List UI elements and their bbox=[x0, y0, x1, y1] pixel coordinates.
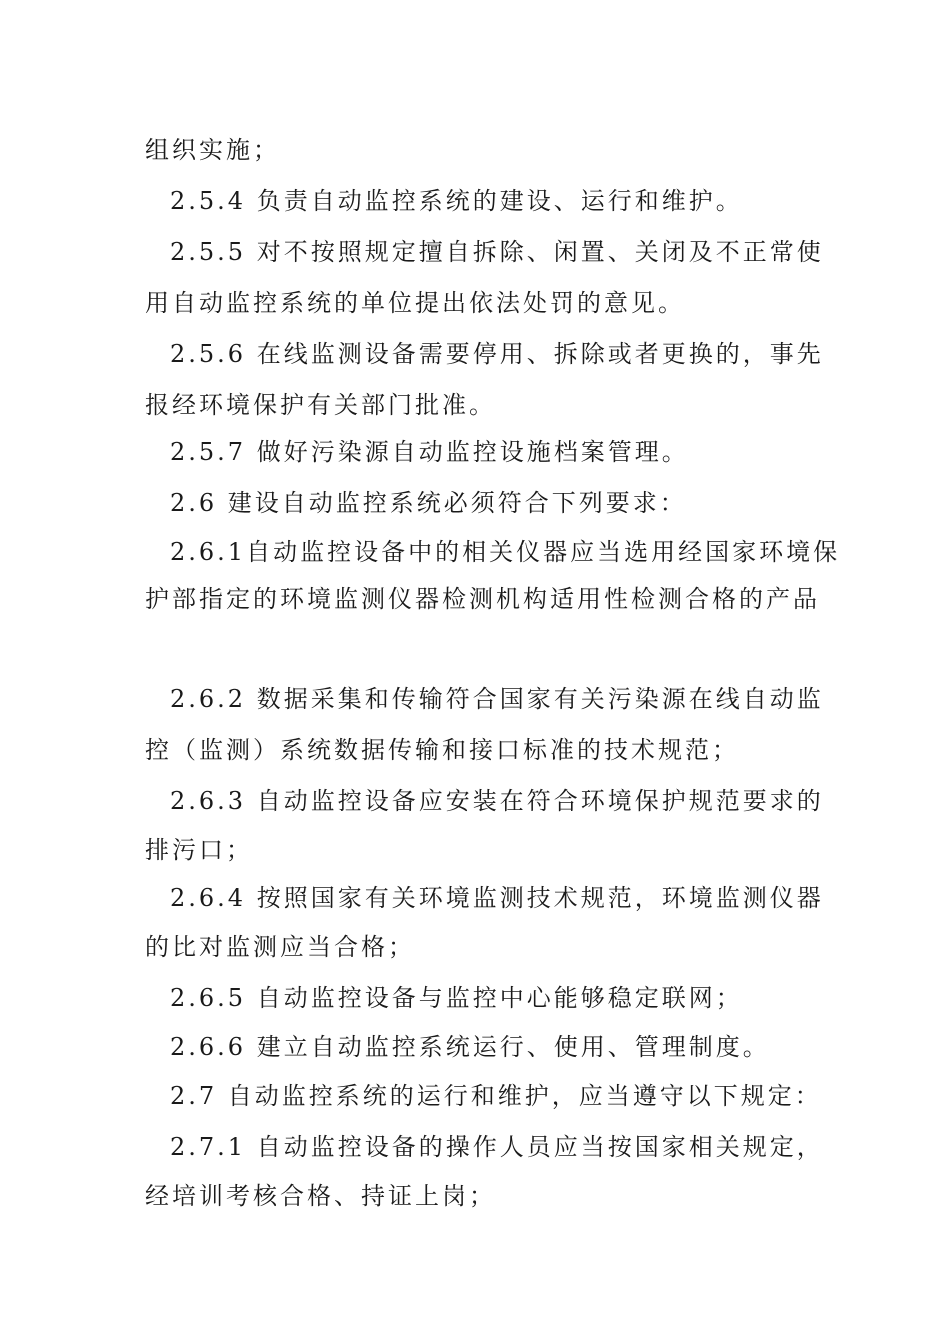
text-line-4: 用自动监控系统的单位提出依法处罚的意见。 bbox=[145, 289, 685, 317]
text-line-21: 经培训考核合格、持证上岗； bbox=[145, 1182, 496, 1210]
text-line-20: 2.7.1 自动监控设备的操作人员应当按国家相关规定， bbox=[170, 1133, 824, 1161]
text-line-8: 2.6 建设自动监控系统必须符合下列要求： bbox=[170, 489, 687, 517]
text-line-13: 2.6.3 自动监控设备应安装在符合环境保护规范要求的 bbox=[170, 787, 824, 815]
text-line-18: 2.6.6 建立自动监控系统运行、使用、管理制度。 bbox=[170, 1033, 770, 1061]
text-line-16: 的比对监测应当合格； bbox=[145, 933, 415, 961]
text-line-15: 2.6.4 按照国家有关环境监测技术规范，环境监测仪器 bbox=[170, 884, 824, 912]
text-line-7: 2.5.7 做好污染源自动监控设施档案管理。 bbox=[170, 438, 689, 466]
text-line-14: 排污口； bbox=[145, 836, 253, 864]
text-line-6: 报经环境保护有关部门批准。 bbox=[145, 391, 496, 419]
text-line-19: 2.7 自动监控系统的运行和维护，应当遵守以下规定： bbox=[170, 1082, 822, 1110]
text-line-17: 2.6.5 自动监控设备与监控中心能够稳定联网； bbox=[170, 984, 743, 1012]
text-line-9: 2.6.1自动监控设备中的相关仪器应当选用经国家环境保 bbox=[170, 538, 841, 566]
text-line-5: 2.5.6 在线监测设备需要停用、拆除或者更换的，事先 bbox=[170, 340, 824, 368]
text-line-12: 控（监测）系统数据传输和接口标准的技术规范； bbox=[145, 736, 739, 764]
text-line-10: 护部指定的环境监测仪器检测机构适用性检测合格的产品 bbox=[145, 585, 820, 613]
text-line-2: 2.5.4 负责自动监控系统的建设、运行和维护。 bbox=[170, 187, 743, 215]
text-line-1: 组织实施； bbox=[145, 136, 280, 164]
text-line-11: 2.6.2 数据采集和传输符合国家有关污染源在线自动监 bbox=[170, 685, 824, 713]
text-line-3: 2.5.5 对不按照规定擅自拆除、闲置、关闭及不正常使 bbox=[170, 238, 824, 266]
